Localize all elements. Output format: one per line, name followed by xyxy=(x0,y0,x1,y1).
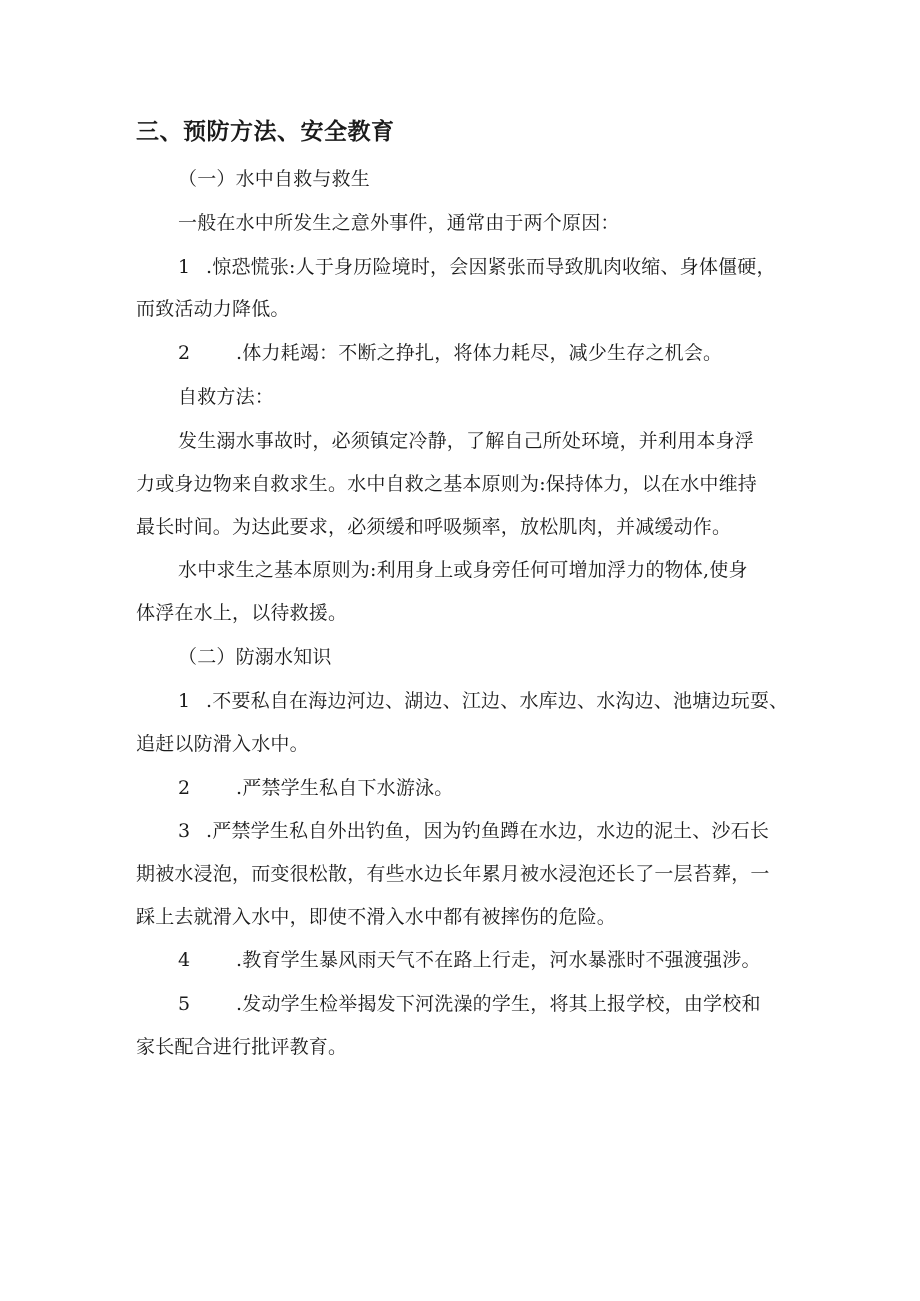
self-rescue-paragraph-line: 最长时间。为达此要求，必须缓和呼吸频率，放松肌肉，并减缓动作。 xyxy=(136,516,732,538)
rule-number: 1 xyxy=(178,690,191,712)
rule-text: .严禁学生私自外出钓鱼，因为钓鱼蹲在水边，水边的泥土、沙石长 xyxy=(206,820,770,842)
cause-text: .惊恐慌张:人于身历险境时，会因紧张而导致肌肉收缩、身体僵硬， xyxy=(206,256,776,278)
rule-text: .发动学生检举揭发下河洗澡的学生，将其上报学校，由学校和 xyxy=(236,993,761,1015)
self-rescue-paragraph-line: 力或身边物来自救求生。水中自救之基本原则为:保持体力，以在水中维持 xyxy=(136,473,758,495)
self-rescue-label: 自救方法： xyxy=(178,386,275,408)
rule-item-5 xyxy=(178,991,761,1017)
subsection-title-drowning-prevention: （二）防溺水知识 xyxy=(178,646,332,668)
rule-item-3-continuation: 踩上去就滑入水中，即使不滑入水中都有被摔伤的危险。 xyxy=(136,906,617,928)
cause-item-1-continuation: 而致活动力降低。 xyxy=(136,298,290,320)
rule-item-1 xyxy=(178,688,788,714)
rule-number: 4 xyxy=(178,949,191,971)
rule-item-4 xyxy=(178,947,761,973)
cause-number: 1 xyxy=(178,256,191,278)
intro-paragraph: 一般在水中所发生之意外事件，通常由于两个原因： xyxy=(178,212,620,234)
cause-item-1 xyxy=(178,254,776,280)
cause-text: .体力耗竭：不断之挣扎，将体力耗尽，减少生存之机会。 xyxy=(236,342,723,364)
rule-number: 5 xyxy=(178,993,191,1015)
cause-item-2 xyxy=(178,340,722,366)
rule-item-3-continuation: 期被水浸泡，而变很松散，有些水边长年累月被水浸泡还长了一层苔葬，一 xyxy=(136,863,770,885)
rule-item-2 xyxy=(178,775,453,801)
survival-paragraph-line: 水中求生之基本原则为:利用身上或身旁任何可增加浮力的物体,使身 xyxy=(178,559,748,581)
rule-item-5-continuation: 家长配合进行批评教育。 xyxy=(136,1036,348,1058)
rule-item-1-continuation: 追赶以防滑入水中。 xyxy=(136,733,309,755)
subsection-title-water-self-rescue: （一）水中自救与救生 xyxy=(178,168,371,190)
rule-item-3 xyxy=(178,818,769,844)
survival-paragraph-line: 体浮在水上，以待救援。 xyxy=(136,602,348,624)
cause-number: 2 xyxy=(178,342,191,364)
rule-text: .不要私自在海边河边、湖边、江边、水库边、水沟边、池塘边玩耍、 xyxy=(206,690,789,712)
rule-number: 2 xyxy=(178,777,191,799)
rule-text: .严禁学生私自下水游泳。 xyxy=(236,777,454,799)
rule-text: .教育学生暴风雨天气不在路上行走，河水暴涨时不强渡强涉。 xyxy=(236,949,761,971)
rule-number: 3 xyxy=(178,820,191,842)
section-title: 三、预防方法、安全教育 xyxy=(136,119,395,145)
self-rescue-paragraph-line: 发生溺水事故时，必须镇定冷静，了解自己所处环境，并利用本身浮 xyxy=(178,430,755,452)
